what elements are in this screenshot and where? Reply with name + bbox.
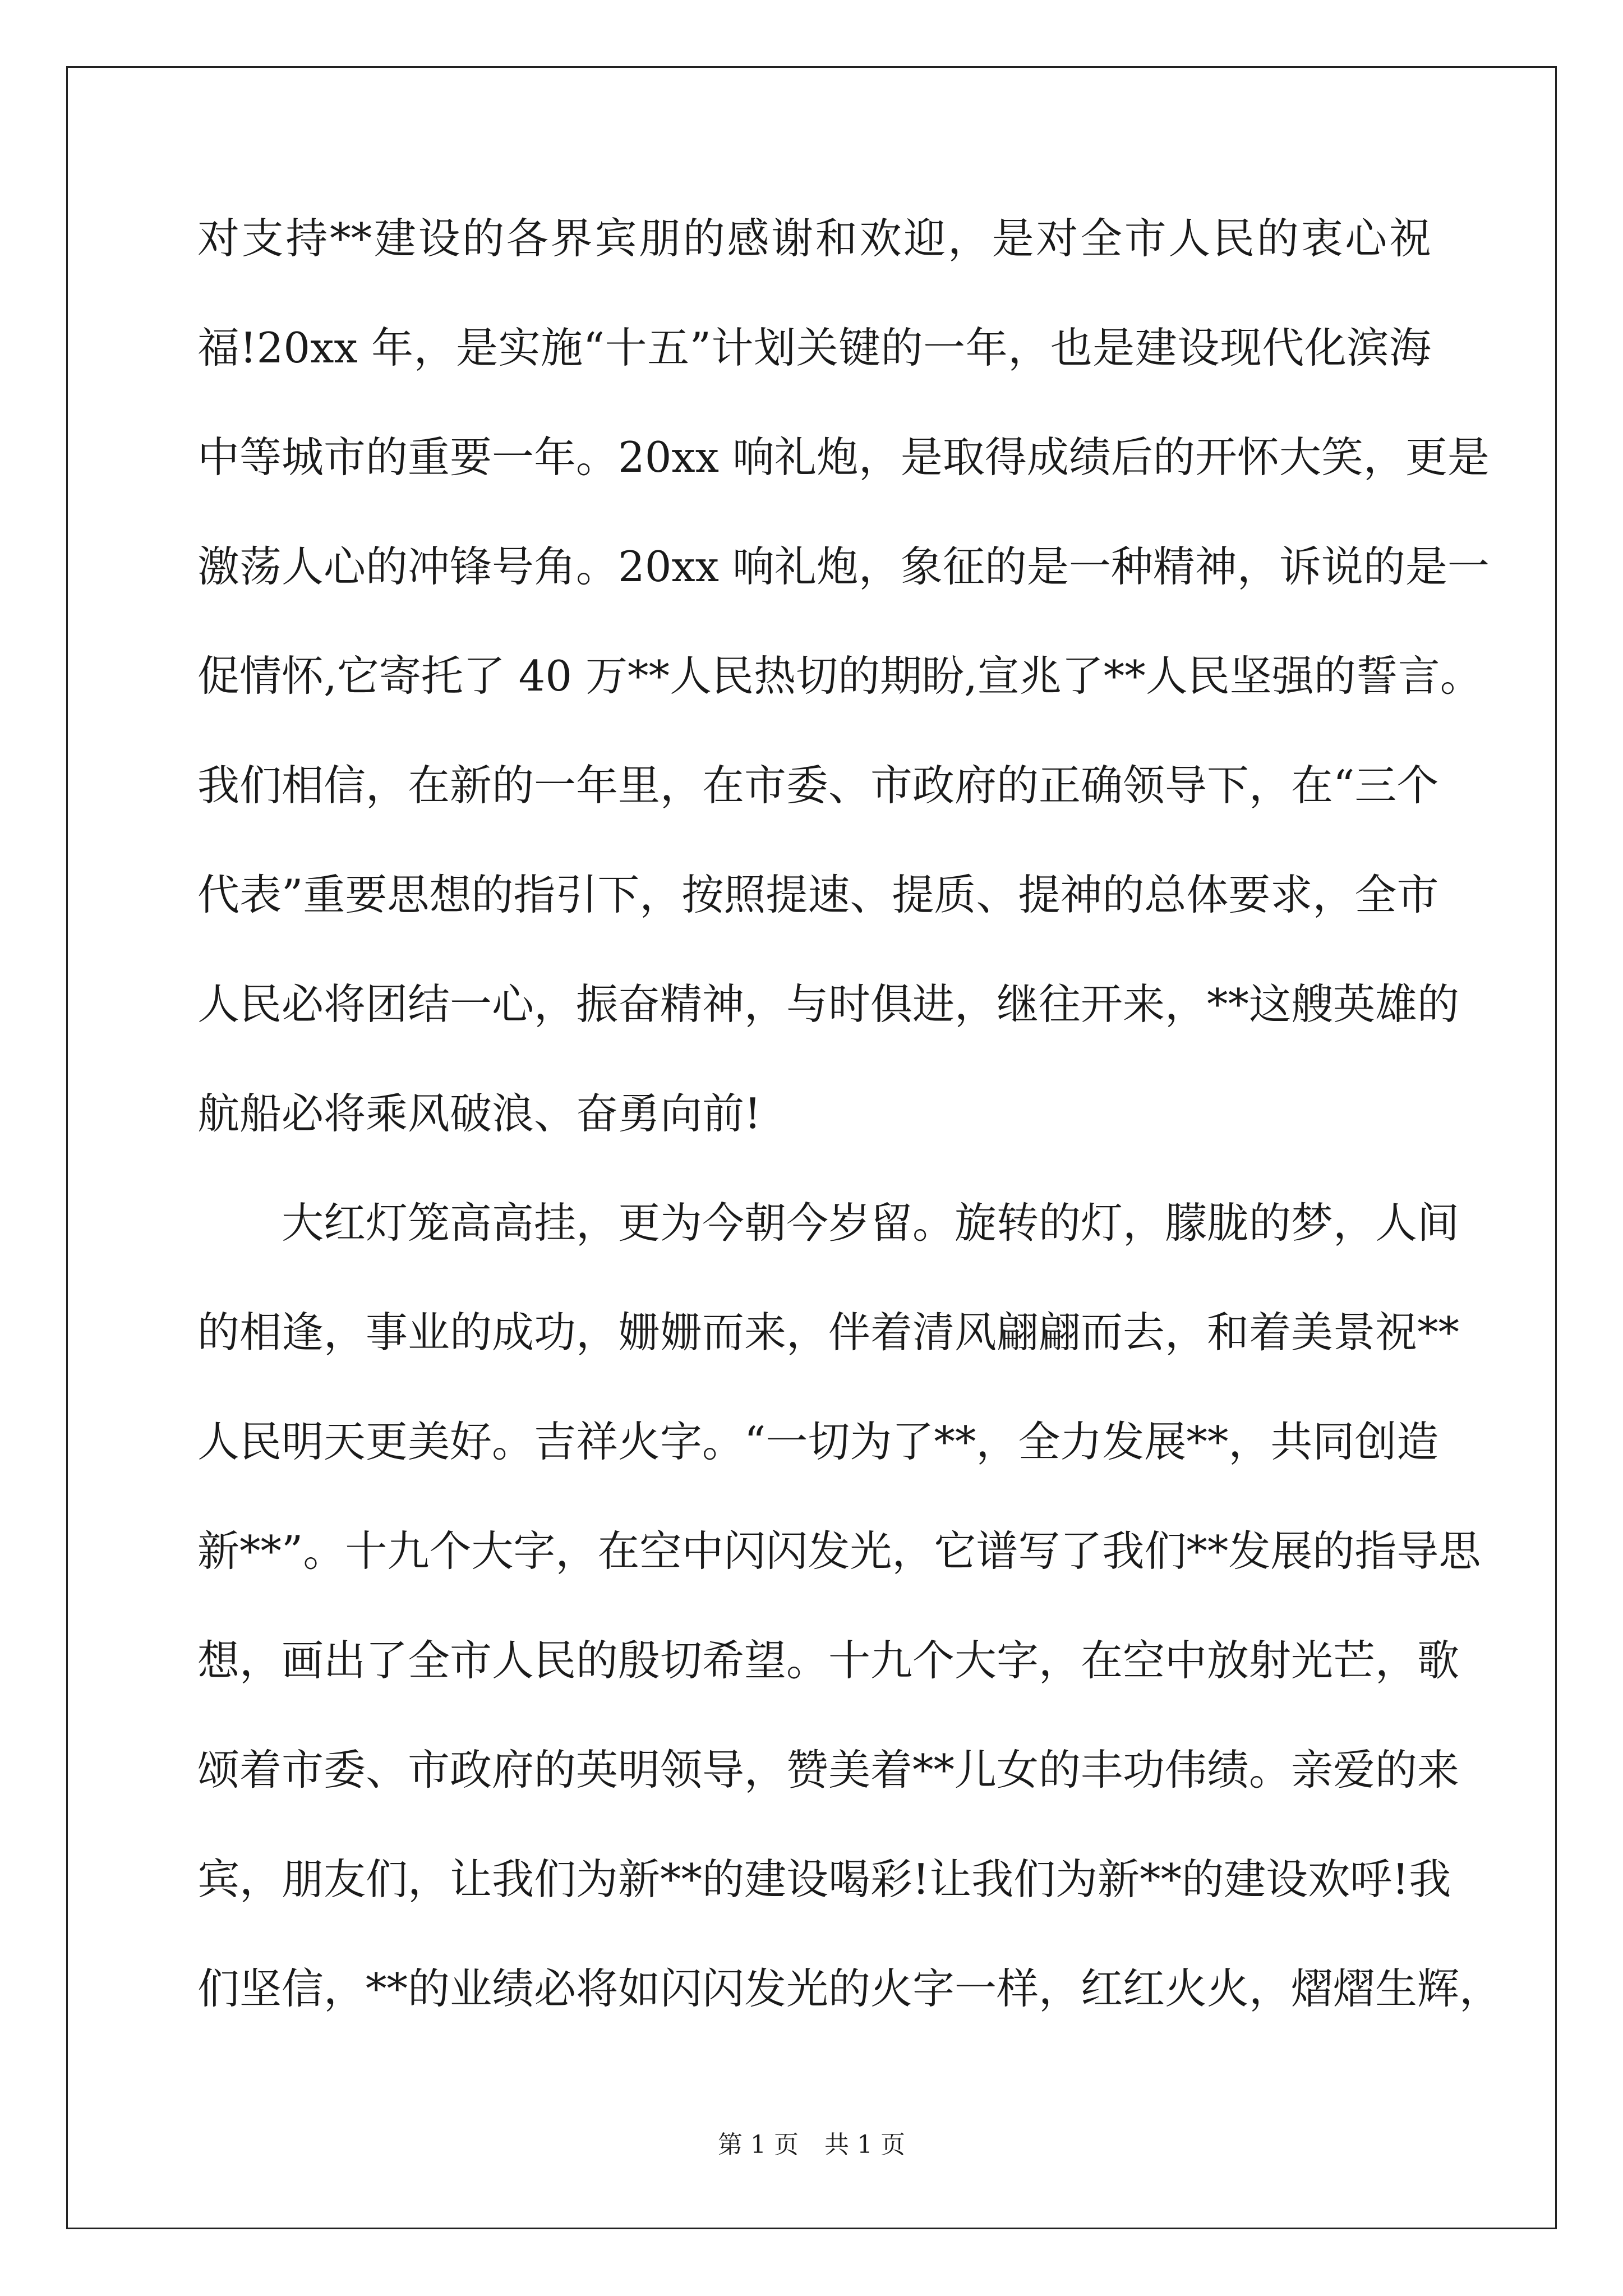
text-line: 航船必将乘风破浪、奋勇向前!: [197, 1089, 762, 1138]
text-line: 中等城市的重要一年。20xx 响礼炮，是取得成绩后的开怀大笑，更是: [197, 432, 1490, 482]
text-line: 新**”。十九个大字，在空中闪闪发光，它谱写了我们**发展的指导思: [197, 1526, 1481, 1576]
page-number: 第 1 页: [718, 2131, 799, 2159]
text-line: 的相逢，事业的成功，姗姗而来，伴着清风翩翩而去，和着美景祝**: [197, 1308, 1460, 1357]
text-line: 们坚信，**的业绩必将如闪闪发光的火字一样，红红火火，熠熠生辉，: [197, 1964, 1502, 2013]
text-line: 激荡人心的冲锋号角。20xx 响礼炮，象征的是一种精神，诉说的是一: [197, 542, 1490, 591]
page-footer: [0, 2124, 1623, 2160]
text-line: 福!20xx 年，是实施“十五”计划关键的一年，也是建设现代化滨海: [197, 323, 1431, 372]
text-line: 人民必将团结一心，振奋精神，与时俱进，继往开来，**这艘英雄的: [197, 979, 1460, 1029]
document-body: [197, 214, 1502, 2077]
text-line: 我们相信，在新的一年里，在市委、市政府的正确领导下，在“三个: [197, 761, 1439, 810]
text-line: 大红灯笼高高挂，更为今朝今岁留。旋转的灯，朦胧的梦，人间: [282, 1198, 1460, 1248]
text-line: 颂着市委、市政府的英明领导，赞美着**儿女的丰功伟绩。亲爱的来: [197, 1745, 1460, 1795]
text-line: 想，画出了全市人民的殷切希望。十九个大字，在空中放射光芒，歌: [197, 1636, 1460, 1685]
text-line: 对支持**建设的各界宾朋的感谢和欢迎，是对全市人民的衷心祝: [197, 214, 1431, 263]
page-total: 共 1 页: [824, 2131, 905, 2159]
text-line: 促情怀,它寄托了 40 万**人民热切的期盼,宣兆了**人民坚强的誓言。: [197, 651, 1482, 701]
text-line: 代表”重要思想的指引下，按照提速、提质、提神的总体要求，全市: [197, 870, 1439, 919]
text-line: 宾，朋友们，让我们为新**的建设喝彩!让我们为新**的建设欢呼!我: [197, 1855, 1451, 1904]
text-line: 人民明天更美好。吉祥火字。“一切为了**，全力发展**，共同创造: [197, 1417, 1439, 1466]
